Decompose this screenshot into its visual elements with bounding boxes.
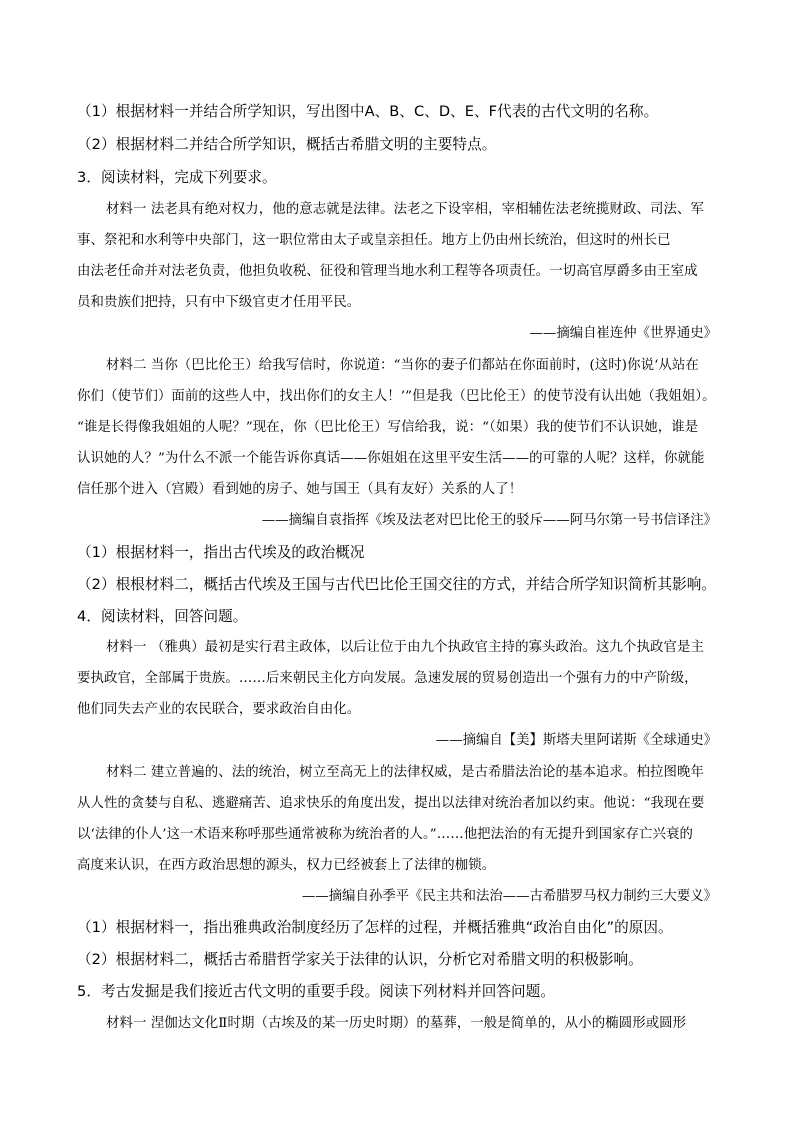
q4-material-2-source: ——摘编自孙季平《民主共和法治——古希腊罗马权力制约三大要义》 xyxy=(301,889,717,904)
q4-material-1-source: ——摘编自【美】斯塔夫里阿诺斯《全球通史》 xyxy=(435,733,717,748)
q4-material-2-line: 材料二 建立普遍的、法的统治，树立至高无上的法律权威，是古希腊法治论的基本追求。柏拉图晚年 xyxy=(106,765,704,780)
q2-sub-1: （1）根据材料一并结合所学知识，写出图中A、B、C、D、E、F代表的古代文明的名称。 xyxy=(77,103,659,120)
q3-material-2-line: “谁是长得像我姐姐的人呢？”现在，你（巴比伦王）写信给我，说：“（如果）我的使节们不认识她，谁是 xyxy=(77,420,699,435)
q5-material-1-line: 材料一 涅伽达文化Ⅱ时期（古埃及的某一历史时期）的墓葬，一般是简单的，从小的椭圆形或圆形 xyxy=(106,1016,687,1031)
q3-material-2-source: ——摘编自袁指挥《埃及法老对巴比伦王的驳斥——阿马尔第一号书信译注》 xyxy=(261,513,717,528)
q2-sub-2: （2）根据材料二并结合所学知识，概括古希腊文明的主要特点。 xyxy=(77,136,497,153)
q3-title: 3．阅读材料，完成下列要求。 xyxy=(77,169,277,186)
q4-title: 4．阅读材料，回答问题。 xyxy=(77,608,248,625)
q4-material-1-line: 要执政官，全部属于贵族。……后来朝民主化方向发展。急速发展的贸易创造出一个强有力的中产阶级， xyxy=(77,671,698,686)
q3-material-2-line: 材料二 当你（巴比伦王）给我写信时，你说道：“当你的妻子们都站在你面前时，(这时)你说‘从站在 xyxy=(106,358,699,373)
q3-material-1-line: 材料一 法老具有绝对权力，他的意志就是法律。法老之下设宰相，宰相辅佐法老统揽财政、司法、军 xyxy=(106,202,704,217)
q4-material-2-line: 高度来认识，在西方政治思想的源头，权力已经被套上了法律的枷锁。 xyxy=(77,858,496,873)
q4-material-1-line: 材料一 （雅典）最初是实行君主政体，以后让位于由九个执政官主持的寡头政治。这九个执政官是主 xyxy=(106,640,704,655)
q4-sub-2: （2）根据材料二，概括古希腊哲学家关于法律的认识，分析它对希腊文明的积极影响。 xyxy=(77,951,643,968)
q3-material-1-source: ——摘编自崔连仲《世界通史》 xyxy=(529,326,717,341)
q3-material-2-line: 认识她的人？”为什么不派一个能告诉你真话——你姐姐在这里平安生活——的可靠的人呢？这样，你就能 xyxy=(77,451,705,466)
q3-material-1-line: 由法老任命并对法老负责，他担负收税、征役和管理当地水利工程等各项责任。一切高官厚爵多由王室成 xyxy=(77,264,698,279)
q3-material-2-line: 你们（使节们）面前的这些人中，找出你们的女主人！’”但是我（巴比伦王）的使节没有认出她（我姐姐）。 xyxy=(77,389,716,404)
q3-sub-2: （2）根根材料二，概括古代埃及王国与古代巴比伦王国交往的方式，并结合所学知识简析其影响。 xyxy=(77,576,717,593)
q4-material-2-line: 从人性的贪婪与自私、逃避痛苦、追求快乐的角度出发，提出以法律对统治者加以约束。他说：“我现在要 xyxy=(77,796,705,811)
q4-material-2-line: 以‘法律的仆人’这一术语来称呼那些通常被称为统治者的人。”……他把法治的有无提升到国家存亡兴衰的 xyxy=(77,827,694,842)
q3-material-1-line: 事、祭祀和水利等中央部门，这一职位常由太子或皇亲担任。地方上仍由州长统治，但这时的州长已 xyxy=(77,233,671,248)
q4-sub-1: （1）根据材料一，指出雅典政治制度经历了怎样的过程，并概括雅典“政治自由化”的原因。 xyxy=(77,919,673,936)
q3-sub-1: （1）根据材料一，指出古代埃及的政治概况 xyxy=(77,544,365,561)
q3-material-2-line: 信任那个进入（宫殿）看到她的房子、她与国王（具有友好）关系的人了！ xyxy=(77,482,523,497)
q5-title: 5．考古发掘是我们接近古代文明的重要手段。阅读下列材料并回答问题。 xyxy=(77,983,555,1000)
q4-material-1-line: 他们同失去产业的农民联合，要求政治自由化。 xyxy=(77,702,361,717)
q3-material-1-line: 员和贵族们把持，只有中下级官吏才任用平民。 xyxy=(77,295,361,310)
